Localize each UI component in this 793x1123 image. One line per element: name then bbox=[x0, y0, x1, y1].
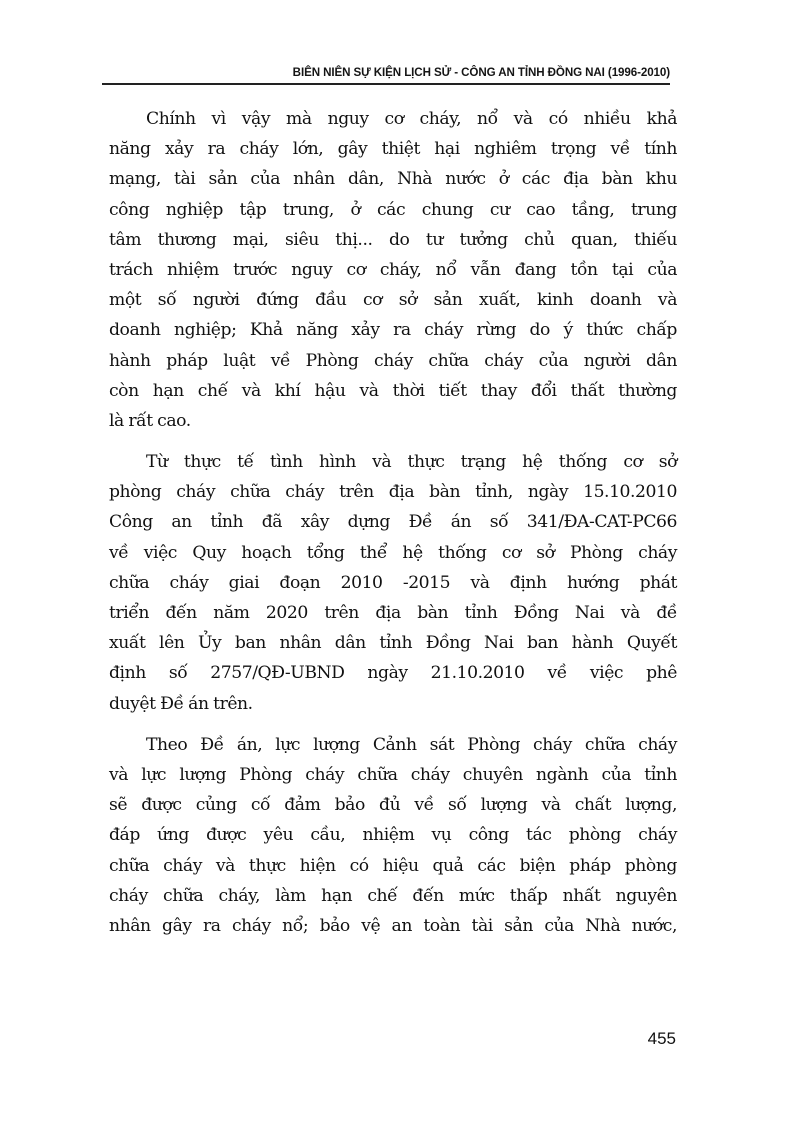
text-line: đáp ứng được yêu cầu, nhiệm vụ công tác phòng cháy bbox=[109, 825, 677, 846]
text-line: nhân gây ra cháy nổ; bảo vệ an toàn tài sản của Nhà nước, bbox=[109, 915, 677, 936]
text-line: duyệt Đề án trên. bbox=[109, 693, 253, 714]
text-line: hành pháp luật về Phòng cháy chữa cháy của người dân bbox=[109, 350, 677, 371]
text-line: định số 2757/QĐ-UBND ngày 21.10.2010 về việc phê bbox=[109, 663, 677, 684]
text-line: năng xảy ra cháy lớn, gây thiệt hại nghiêm trọng về tính bbox=[109, 139, 677, 160]
text-line: Từ thực tế tình hình và thực trạng hệ thống cơ sở bbox=[146, 452, 677, 473]
text-line: Theo Đề án, lực lượng Cảnh sát Phòng cháy chữa cháy bbox=[146, 734, 677, 755]
text-line: còn hạn chế và khí hậu và thời tiết thay đổi thất thường bbox=[109, 380, 677, 401]
text-line: công nghiệp tập trung, ở các chung cư cao tầng, trung bbox=[109, 199, 677, 220]
text-line: Công an tỉnh đã xây dựng Đề án số 341/ĐA-CAT-PC66 bbox=[109, 512, 677, 533]
paragraph-3 bbox=[109, 730, 677, 941]
paragraph-2 bbox=[109, 447, 677, 719]
text-line: chữa cháy và thực hiện có hiệu quả các biện pháp phòng bbox=[109, 855, 677, 876]
text-line: và lực lượng Phòng cháy chữa cháy chuyên ngành của tỉnh bbox=[109, 764, 677, 785]
text-line: Chính vì vậy mà nguy cơ cháy, nổ và có nhiều khả bbox=[146, 109, 677, 129]
page-number: 455 bbox=[647, 1029, 676, 1048]
text-line: về việc Quy hoạch tổng thể hệ thống cơ sở Phòng cháy bbox=[109, 542, 677, 563]
text-line: xuất lên Ủy ban nhân dân tỉnh Đồng Nai ban hành Quyết bbox=[109, 633, 677, 654]
header-rule bbox=[102, 83, 670, 85]
running-header-title: BIÊN NIÊN SỰ KIỆN LỊCH SỬ - CÔNG AN TỈNH ĐỒNG NAI (1996-2010) bbox=[292, 66, 670, 79]
text-line: là rất cao. bbox=[109, 410, 191, 431]
paragraph-1 bbox=[109, 104, 677, 436]
text-line: chữa cháy giai đoạn 2010 -2015 và định hướng phát bbox=[109, 572, 677, 593]
text-line: mạng, tài sản của nhân dân, Nhà nước ở các địa bàn khu bbox=[109, 169, 677, 190]
text-line: cháy chữa cháy, làm hạn chế đến mức thấp nhất nguyên bbox=[109, 885, 677, 906]
text-line: phòng cháy chữa cháy trên địa bàn tỉnh, ngày 15.10.2010 bbox=[109, 482, 677, 503]
text-line: tâm thương mại, siêu thị... do tư tưởng chủ quan, thiếu bbox=[109, 229, 677, 250]
text-line: sẽ được củng cố đảm bảo đủ về số lượng và chất lượng, bbox=[109, 795, 677, 816]
text-line: triển đến năm 2020 trên địa bàn tỉnh Đồng Nai và đề bbox=[109, 603, 677, 623]
body-text bbox=[109, 104, 677, 941]
text-line: một số người đứng đầu cơ sở sản xuất, kinh doanh và bbox=[109, 290, 677, 311]
text-line: doanh nghiệp; Khả năng xảy ra cháy rừng do ý thức chấp bbox=[109, 320, 677, 341]
text-line: trách nhiệm trước nguy cơ cháy, nổ vẫn đang tồn tại của bbox=[109, 259, 677, 280]
